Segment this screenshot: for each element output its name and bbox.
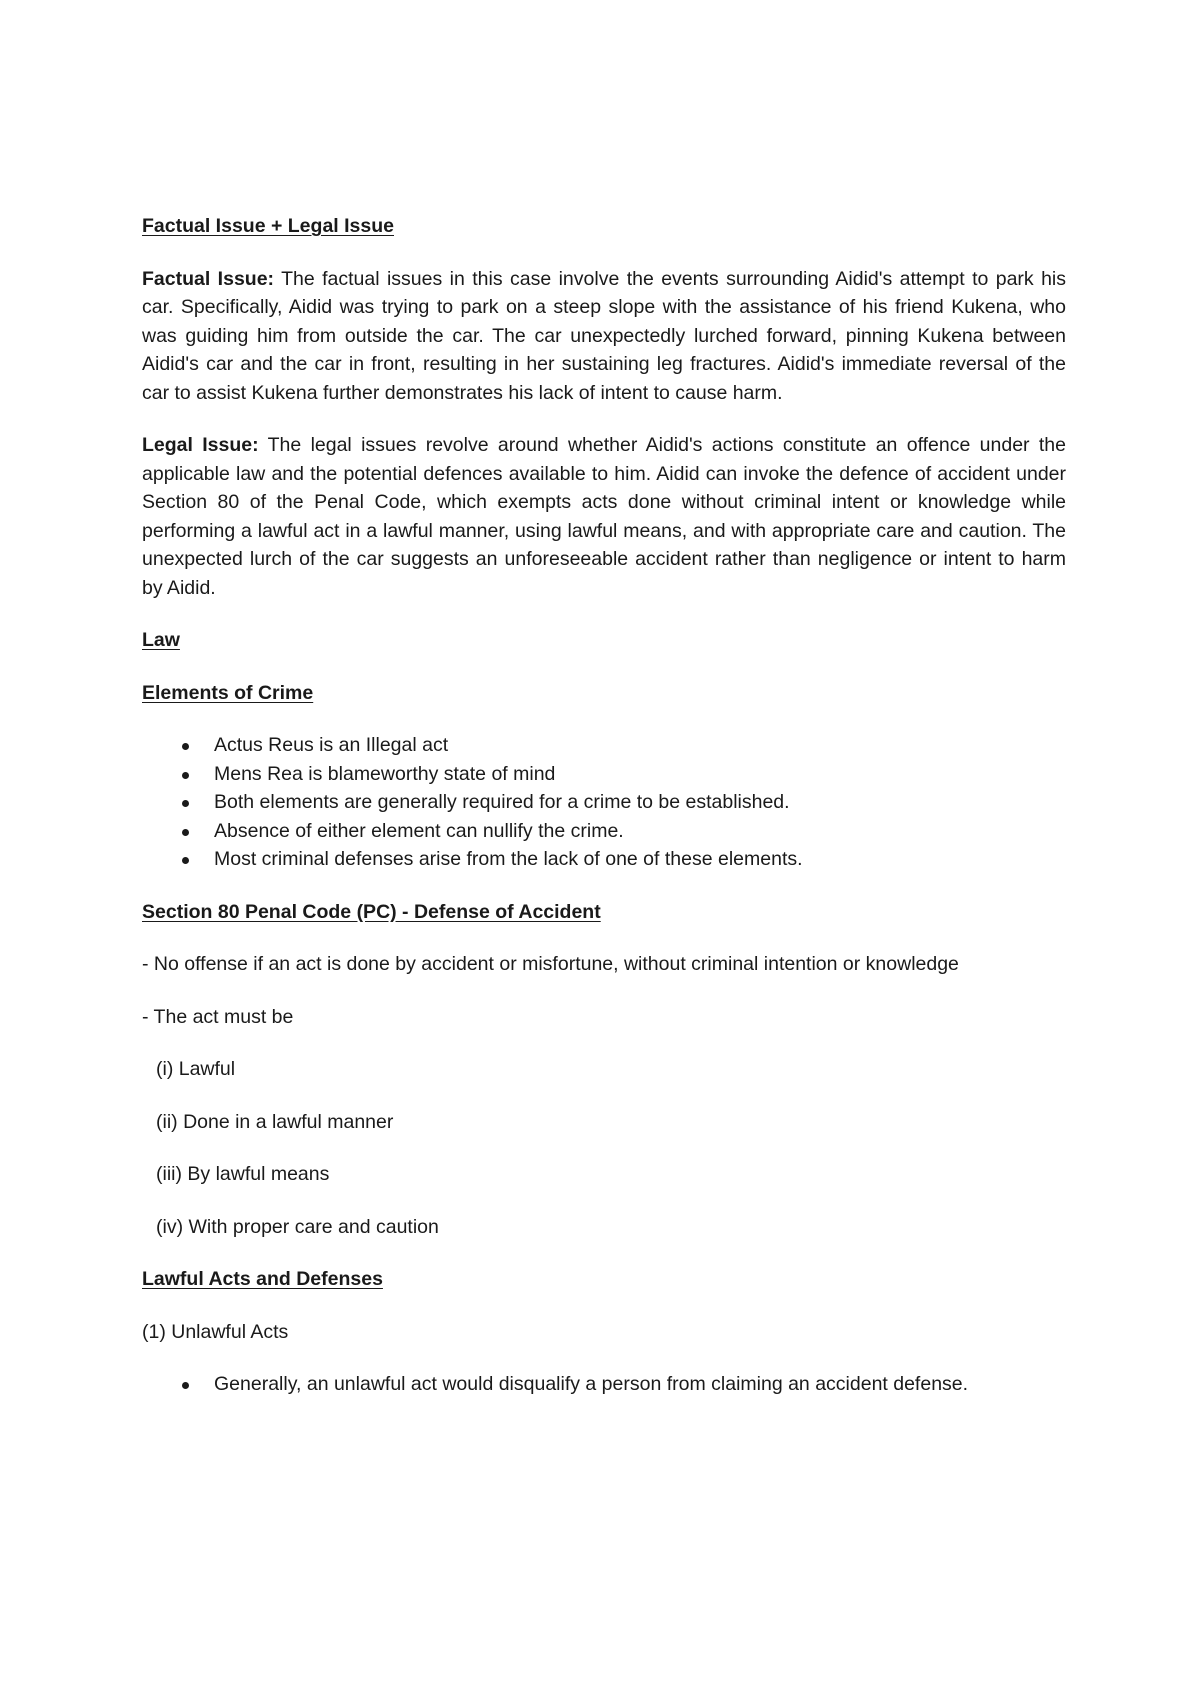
list-item — [142, 817, 1066, 846]
condition-item: (iv) With proper care and caution — [156, 1215, 439, 1238]
lawful-acts-heading: Lawful Acts and Defenses — [142, 1268, 383, 1290]
bullet-icon — [182, 1382, 189, 1389]
document-page — [142, 212, 1066, 1423]
elements-heading: Elements of Crime — [142, 681, 314, 704]
bullet-icon — [182, 857, 189, 864]
unlawful-acts-list — [142, 1370, 1066, 1399]
list-item-text: Both elements are generally required for a crime to be established. — [214, 791, 790, 813]
section80-heading: Section 80 Penal Code (PC) - Defense of Accident — [142, 900, 601, 923]
legal-issue-paragraph — [142, 431, 1066, 602]
list-item — [142, 1370, 1066, 1399]
title-heading: Factual Issue + Legal Issue — [142, 215, 394, 237]
elements-list — [142, 731, 1066, 874]
list-item — [142, 731, 1066, 760]
factual-issue-paragraph — [142, 265, 1066, 408]
law-heading: Law — [142, 629, 180, 651]
section80-line2: - The act must be — [142, 1005, 294, 1028]
list-item — [142, 845, 1066, 874]
legal-issue-text: The legal issues revolve around whether Aidid's actions constitute an offence under the applicable law and the potential defences available to him. Aidid can invoke the defence of accident under Section 80 of the Penal Code, which exempts acts done without criminal intent or knowledge while performing a lawful act in a lawful manner, using lawful means, and with appropriate care and caution. The unexpected lurch of the car suggests an unforeseeable accident rather than negligence or intent to harm by Aidid. — [142, 434, 1066, 599]
legal-issue-label: Legal Issue: — [142, 434, 259, 456]
condition-item: (iii) By lawful means — [156, 1163, 330, 1185]
list-item-text: Mens Rea is blameworthy state of mind — [214, 762, 556, 785]
list-item — [142, 760, 1066, 789]
unlawful-acts-label: (1) Unlawful Acts — [142, 1320, 289, 1343]
bullet-icon — [182, 772, 189, 779]
condition-item: (i) Lawful — [156, 1058, 236, 1080]
list-item-text: Generally, an unlawful act would disqualify a person from claiming an accident defense. — [214, 1373, 969, 1395]
condition-item: (ii) Done in a lawful manner — [156, 1110, 394, 1133]
list-item-text: Absence of either element can nullify the crime. — [214, 819, 624, 842]
bullet-icon — [182, 800, 189, 807]
list-item-text: Most criminal defenses arise from the lack of one of these elements. — [214, 848, 803, 870]
list-item-text: Actus Reus is an Illegal act — [214, 734, 449, 756]
bullet-icon — [182, 743, 189, 750]
section80-line1: - No offense if an act is done by accident or misfortune, without criminal intention or knowledge — [142, 953, 959, 975]
list-item — [142, 788, 1066, 817]
factual-issue-text: The factual issues in this case involve the events surrounding Aidid's attempt to park his car. Specifically, Aidid was trying to park on a steep slope with the assistance of his friend Kukena, who was guiding him from outside the car. The car unexpectedly lurched forward, pinning Kukena between Aidid's car and the car in front, resulting in her sustaining leg fractures. Aidid's immediate reversal of the car to assist Kukena further demonstrates his lack of intent to cause harm. — [142, 267, 1067, 404]
bullet-icon — [182, 829, 189, 836]
factual-issue-label: Factual Issue: — [142, 267, 275, 290]
